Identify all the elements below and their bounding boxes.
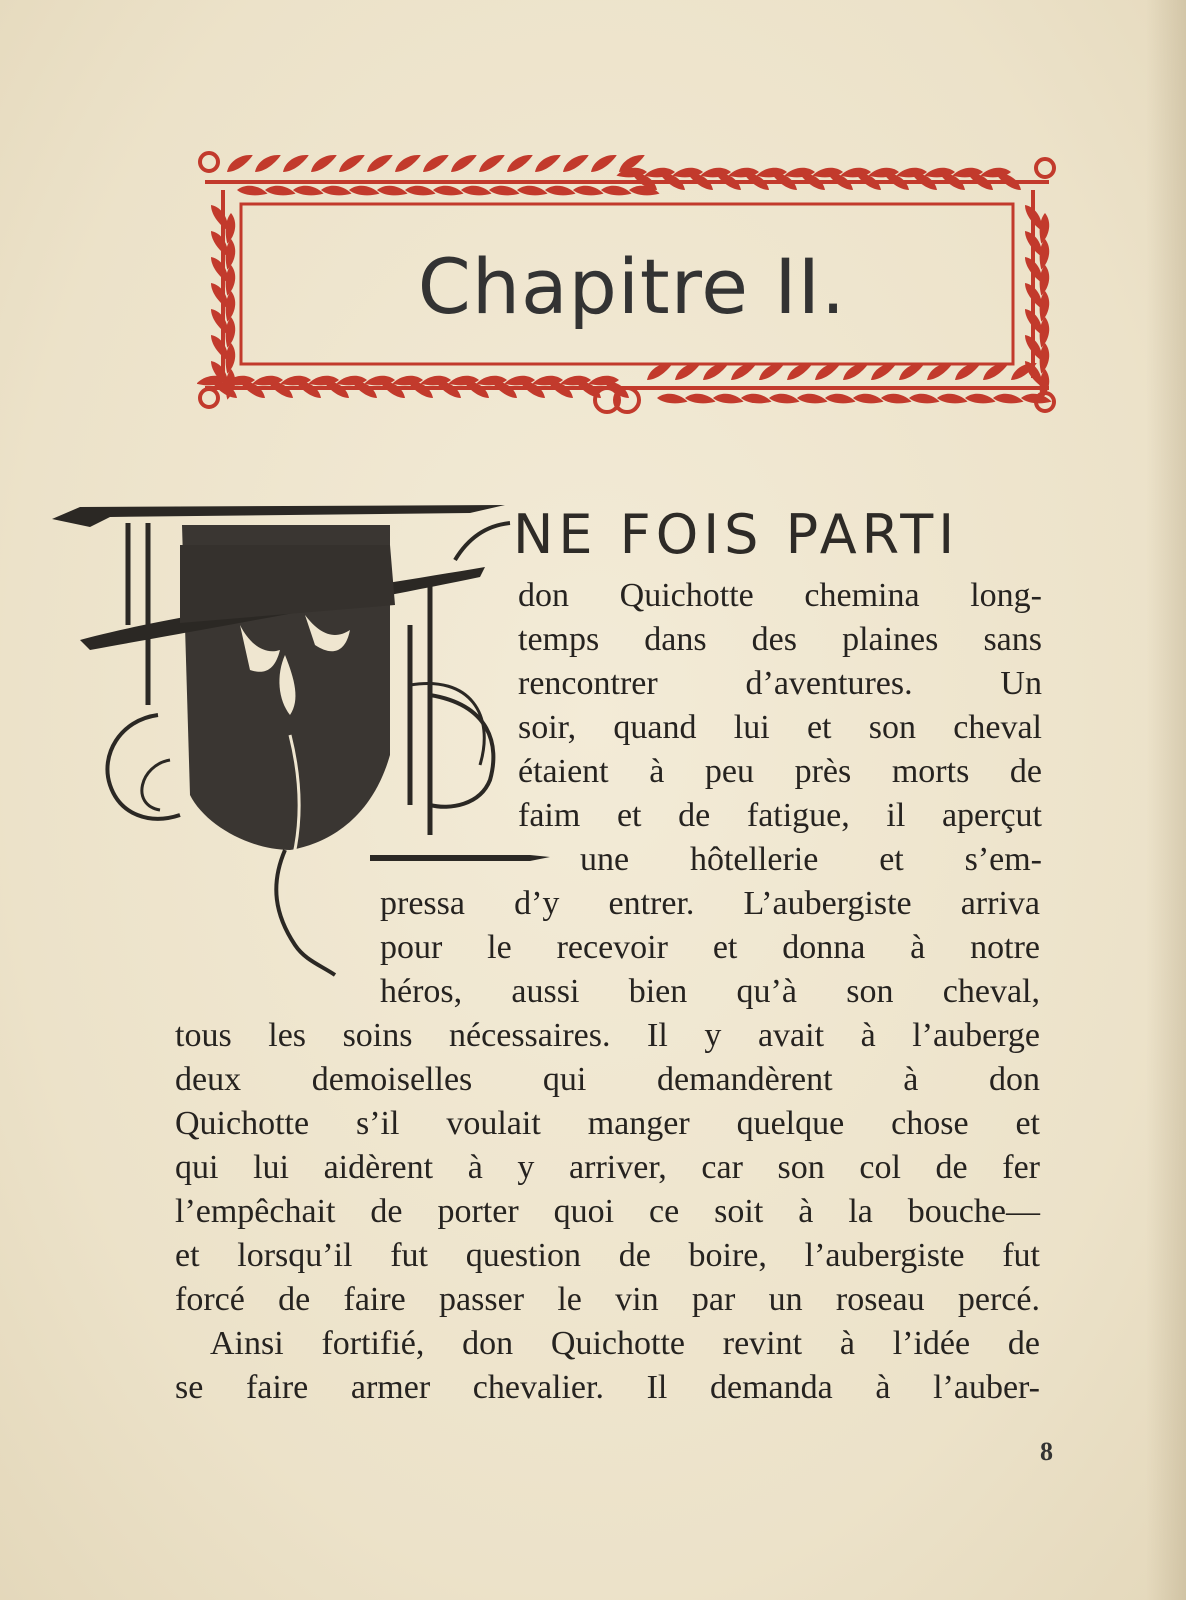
text-line: héros, aussi bien qu’à son cheval, (380, 973, 1040, 1010)
text-line: don Quichotte chemina long- (518, 577, 1042, 614)
drop-cap-lead-words: NE FOIS PARTI (513, 503, 960, 566)
text-line: deux demoiselles qui demandèrent à don (175, 1061, 1040, 1098)
text-line: faim et de fatigue, il aperçut (518, 797, 1042, 834)
chapter-title: Chapitre II. (417, 242, 847, 331)
text-line: et lorsqu’il fut question de boire, l’aubergiste fut (175, 1237, 1040, 1274)
text-line: se faire armer chevalier. Il demanda à l’auber- (175, 1369, 1040, 1406)
text-line: l’empêchait de porter quoi ce soit à la bouche— (175, 1193, 1040, 1230)
chapter-heading-frame (197, 150, 1067, 418)
text-line: pressa d’y entrer. L’aubergiste arriva (380, 885, 1040, 922)
text-line: temps dans des plaines sans (518, 621, 1042, 658)
text-line: étaient à peu près morts de (518, 753, 1042, 790)
text-line: qui lui aidèrent à y arriver, car son col de fer (175, 1149, 1040, 1186)
page-number: 8 (1040, 1437, 1053, 1466)
text-line: rencontrer d’aventures. Un (518, 665, 1042, 702)
text-line: pour le recevoir et donna à notre (380, 929, 1040, 966)
text-line: forcé de faire passer le vin par un roseau percé. (175, 1281, 1040, 1318)
page-edge-shadow (1146, 0, 1186, 1600)
text-line: soir, quand lui et son cheval (518, 709, 1042, 746)
text-line: Ainsi fortifié, don Quichotte revint à l’idée de (210, 1325, 1040, 1362)
text-line: Quichotte s’il voulait manger quelque chose et (175, 1105, 1040, 1142)
text-line: une hôtellerie et s’em- (580, 841, 1042, 878)
text-line: tous les soins nécessaires. Il y avait à l’auberge (175, 1017, 1040, 1054)
